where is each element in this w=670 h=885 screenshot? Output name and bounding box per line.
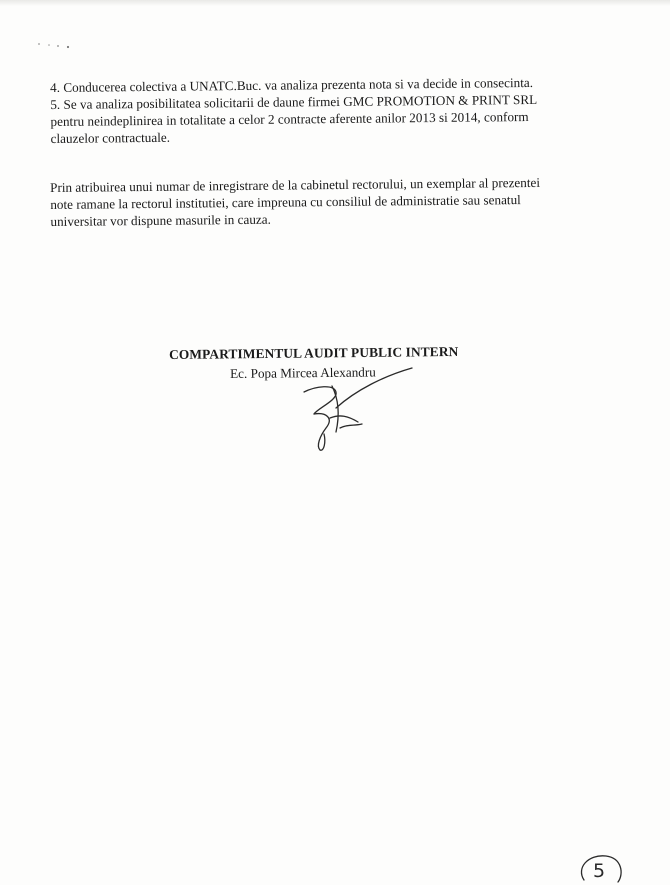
recommendation-line-5-end: clauzelor contractuale. — [50, 129, 171, 146]
registration-line-3: universitar vor dispune masurile in cauza. — [50, 211, 271, 229]
scan-artifact-dots — [36, 40, 76, 50]
department-title: COMPARTIMENTUL AUDIT PUBLIC INTERN — [169, 343, 459, 362]
handwritten-page-number — [574, 850, 626, 885]
recommendations-paragraph — [50, 73, 611, 147]
recommendation-line-5: 5. Se va analiza posibilitatea solicitarii de daune firmei GMC PROMOTION & PRINT SRL — [50, 91, 538, 112]
handwritten-signature — [296, 362, 426, 457]
registration-line-1: Prin atribuirea unui numar de inregistrare de la cabinetul rectorului, un exemplar al prezentei — [50, 174, 541, 195]
recommendation-line-5-cont: pentru neindeplinirea in totalitate a celor 2 contracte aferente anilor 2013 si 2014, conform — [50, 108, 529, 129]
scan-top-edge — [0, 0, 670, 6]
registration-paragraph — [50, 173, 611, 230]
recommendation-line-4: 4. Conducerea colectiva a UNATC.Buc. va analiza prezenta nota si va decide in consecinta. — [50, 74, 534, 95]
registration-line-2: note ramane la rectorul institutiei, care impreuna cu consiliul de administratie sau senatul — [50, 192, 521, 212]
page-number-text: 5 — [593, 860, 606, 882]
auditor-name: Ec. Popa Mircea Alexandru — [230, 364, 376, 381]
